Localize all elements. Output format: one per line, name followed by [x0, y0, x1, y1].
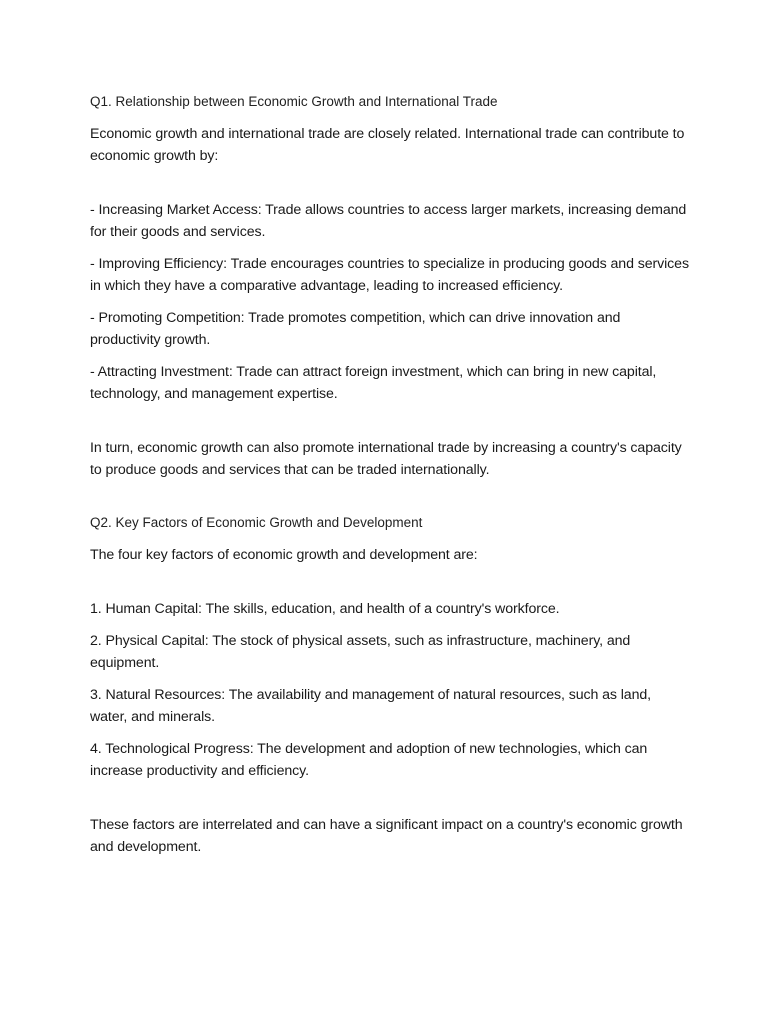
spacer — [90, 415, 690, 437]
q1-intro: Economic growth and international trade are closely related. International trade can contribute to economic growth by: — [90, 126, 685, 164]
spacer — [90, 177, 690, 199]
q2-intro: The four key factors of economic growth and development are: — [90, 547, 478, 563]
spacer — [90, 576, 690, 598]
q1-heading: Q1. Relationship between Economic Growth and International Trade — [90, 94, 498, 109]
q2-item-technological-progress: 4. Technological Progress: The development and adoption of new technologies, which can increase productivity and efficiency. — [90, 741, 648, 779]
spacer — [90, 491, 690, 513]
q2-item-human-capital: 1. Human Capital: The skills, education, and health of a country's workforce. — [90, 601, 560, 617]
q1-bullet-efficiency: - Improving Efficiency: Trade encourages countries to specialize in producing goods and services in which they have a comparative advantage, leading to increased efficiency. — [90, 256, 689, 294]
q1-conclusion: In turn, economic growth can also promote international trade by increasing a country's capacity to produce goods and services that can be traded internationally. — [90, 440, 682, 478]
document-page — [90, 92, 690, 868]
spacer — [90, 792, 690, 814]
q1-bullet-investment: - Attracting Investment: Trade can attract foreign investment, which can bring in new capital, technology, and management expertise. — [90, 364, 657, 402]
q2-heading: Q2. Key Factors of Economic Growth and Development — [90, 515, 423, 530]
q2-item-natural-resources: 3. Natural Resources: The availability and management of natural resources, such as land, water, and minerals. — [90, 687, 652, 725]
q2-conclusion: These factors are interrelated and can have a significant impact on a country's economic growth and development. — [90, 817, 683, 855]
q2-item-physical-capital: 2. Physical Capital: The stock of physical assets, such as infrastructure, machinery, and equipment. — [90, 633, 631, 671]
q1-bullet-competition: - Promoting Competition: Trade promotes competition, which can drive innovation and productivity growth. — [90, 310, 621, 348]
q1-bullet-market-access: - Increasing Market Access: Trade allows countries to access larger markets, increasing demand for their goods and services. — [90, 202, 687, 240]
